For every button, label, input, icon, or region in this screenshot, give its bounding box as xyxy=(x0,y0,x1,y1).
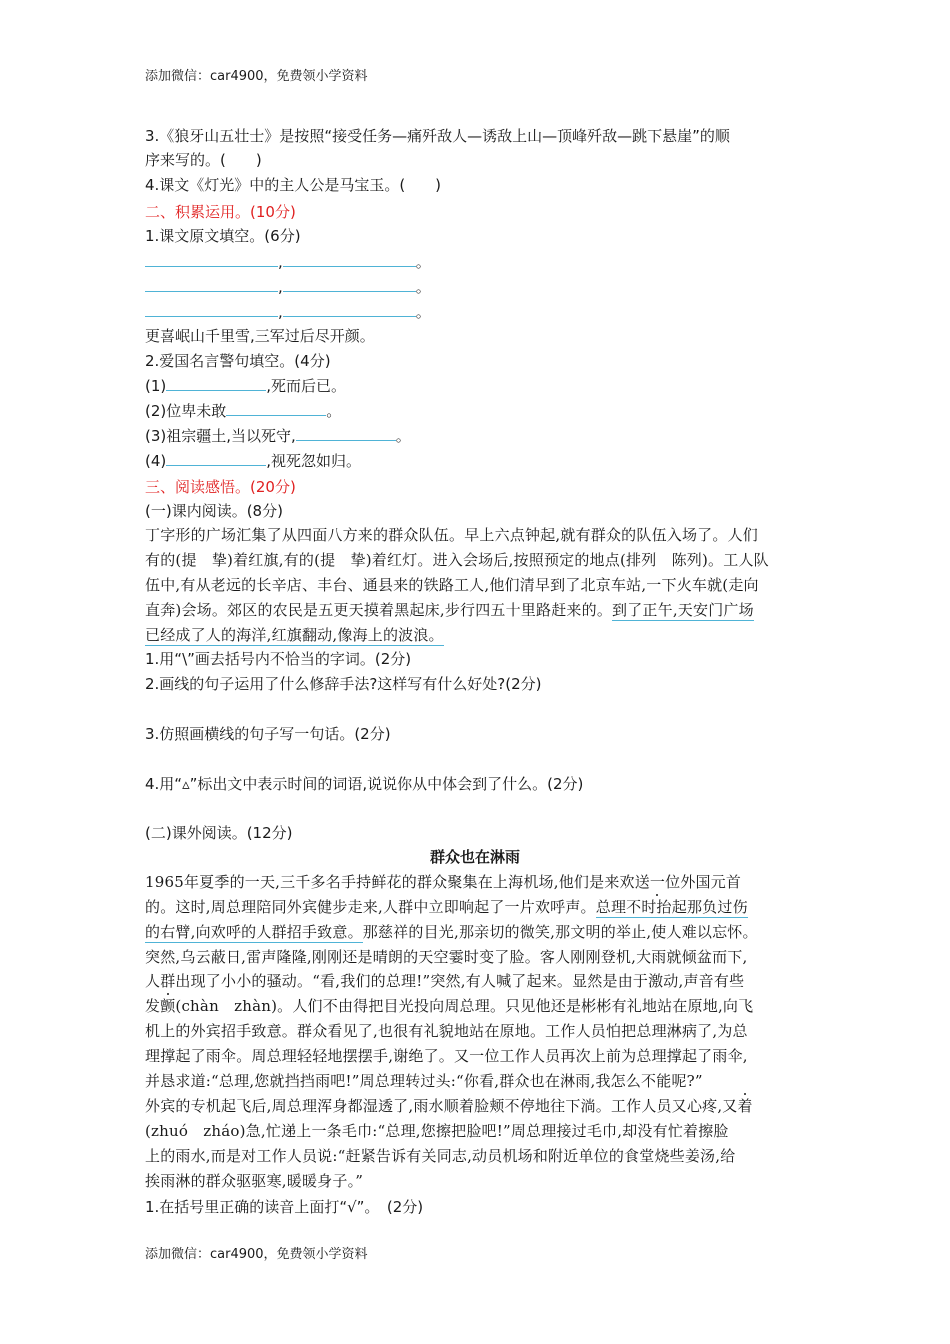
proverb-1-post: ,死而后已。 xyxy=(266,377,347,395)
s3-q1: 1.用“\”画去括号内不恰当的字词。(2分) xyxy=(145,650,412,668)
passage2-line5: 人群出现了小小的骚动。“看,我们的总理!”突然,有人喊了起来。显然是由于激动,声音有些 xyxy=(145,972,745,990)
passage2-line7: 机上的外宾招手致意。群众看见了,也很有礼貌地站在原地。工作人员怕把总理淋病了,为总 xyxy=(145,1022,748,1040)
s2-q1: 1.课文原文填空。(6分) xyxy=(145,227,301,245)
watermark-bottom: 添加微信：car4900，免费领小学资料 xyxy=(145,1247,368,1262)
proverb-4 xyxy=(145,450,361,472)
underlined-text-2: 那负过伤 xyxy=(686,898,748,916)
underlined-sentence-cont: 已经成了人的海洋,红旗翻动,像海上的波浪。 xyxy=(145,626,444,644)
s3-q5: 1.在括号里正确的读音上面打“√”。 (2分) xyxy=(145,1198,424,1216)
fill-blank[interactable] xyxy=(226,400,326,416)
passage1-line2: 有的(提 挚)着红旗,有的(提 挚)着红灯。进入会场后,按照预定的地点(排列 陈列)。工人队 xyxy=(145,551,769,569)
fill-blank[interactable] xyxy=(283,276,416,292)
period: 。 xyxy=(415,253,431,271)
passage2-line12: 上的雨水,而是对工作人员说:“赶紧告诉有关同志,动员机场和附近单位的食堂烧些姜汤,给 xyxy=(145,1147,736,1165)
passage2-line2 xyxy=(145,896,748,918)
fill-row-3 xyxy=(145,301,431,323)
passage2-line3 xyxy=(145,921,758,943)
underlined-text-3: 的右臂,向欢呼的人群招手致意。 xyxy=(145,923,363,941)
passage2-line2-a: 的。这时,周总理陪同外宾健步走来,人群中立即响起了一片欢呼声。 xyxy=(145,898,596,916)
passage1-line1: 丁字形的广场汇集了从四面八方来的群众队伍。早上六点钟起,就有群众的队伍入场了。人们 xyxy=(145,526,758,544)
proverb-1 xyxy=(145,375,346,397)
period: 。 xyxy=(415,278,431,296)
fill-blank[interactable] xyxy=(145,301,278,317)
fill-row-1 xyxy=(145,251,431,273)
dotted-char-chan: 颤 xyxy=(160,997,176,1015)
passage2-line3-b: 那慈祥的目光,那亲切的微笑,那文明的举止,使人难以忘怀。 xyxy=(362,923,758,941)
section3-heading: 三、阅读感悟。(20分) xyxy=(145,478,296,496)
period: 。 xyxy=(415,303,431,321)
fill-blank[interactable] xyxy=(283,301,416,317)
judge-q4: 4.课文《灯光》中的主人公是马宝玉。( ) xyxy=(145,176,442,194)
s3-q4: 4.用“▵”标出文中表示时间的词语,说说你从中体会到了什么。(2分) xyxy=(145,775,584,793)
passage2-title: 群众也在淋雨 xyxy=(429,848,520,866)
passage2-line8: 理撑起了雨伞。周总理轻轻地摆摆手,谢绝了。又一位工作人员再次上前为总理撑起了雨伞, xyxy=(145,1047,748,1065)
underlined-text xyxy=(596,898,748,918)
comma: , xyxy=(278,303,283,321)
s3-part1: (一)课内阅读。(8分) xyxy=(145,502,283,520)
proverb-2-post: 。 xyxy=(326,402,342,420)
underlined-sentence: 到了正午,天安门广场 xyxy=(612,601,754,619)
passage2-line10-a: 外宾的专机起飞后,周总理浑身都湿透了,雨水顺着脸颊不停地往下淌。工作人员又心疼,又 xyxy=(145,1097,738,1115)
proverb-4-post: ,视死忽如归。 xyxy=(266,452,362,470)
passage1-line4 xyxy=(145,599,754,621)
s3-q3: 3.仿照画横线的句子写一句话。(2分) xyxy=(145,725,391,743)
s2-q2: 2.爱国名言警句填空。(4分) xyxy=(145,352,331,370)
fill-blank[interactable] xyxy=(296,425,396,441)
passage1-line5 xyxy=(145,624,444,646)
passage2-line4: 突然,乌云蔽日,雷声隆隆,刚刚还是晴朗的天空霎时变了脸。客人刚刚登机,大雨就倾盆而下, xyxy=(145,948,748,966)
proverb-3 xyxy=(145,425,411,447)
section2-heading: 二、积累运用。(10分) xyxy=(145,203,296,221)
judge-q3-line2: 序来写的。( ) xyxy=(145,151,262,169)
fill-blank[interactable] xyxy=(145,251,278,267)
proverb-4-pre: (4) xyxy=(145,452,167,470)
passage1-line3: 伍中,有从老远的长辛店、丰台、通县来的铁路工人,他们清早到了北京车站,一下火车就(走向 xyxy=(145,576,759,594)
proverb-3-pre: (3)祖宗疆土,当以死守, xyxy=(145,427,296,445)
underlined-text-1: 总理 xyxy=(595,898,627,916)
fill-row-2 xyxy=(145,276,431,298)
fill-blank[interactable] xyxy=(166,375,266,391)
passage2-line9: 并恳求道:“总理,您就挡挡雨吧!”周总理转过头:“你看,群众也在淋雨,我怎么不能呢?” xyxy=(145,1072,703,1090)
proverb-2 xyxy=(145,400,341,422)
watermark-top: 添加微信：car4900，免费领小学资料 xyxy=(145,69,368,84)
dotted-char-zhuo: 着 xyxy=(737,1097,753,1115)
passage2-line1: 1965年夏季的一天,三千多名手持鲜花的群众聚集在上海机场,他们是来欢送一位外国元首 xyxy=(145,873,742,891)
passage2-line13: 挨雨淋的群众驱驱寒,暖暖身子。” xyxy=(145,1172,364,1190)
s2-q1-end: 更喜岷山千里雪,三军过后尽开颜。 xyxy=(145,327,375,345)
fill-blank[interactable] xyxy=(166,450,266,466)
comma: , xyxy=(278,253,283,271)
fill-blank[interactable] xyxy=(145,276,278,292)
dotted-words: 不时抬起 xyxy=(626,898,687,916)
judge-q3-line1: 3.《狼牙山五壮士》是按照“接受任务—痛歼敌人—诱敌上山—顶峰歼敌—跳下悬崖”的顺 xyxy=(145,127,730,145)
passage2-line6-a: 发 xyxy=(145,997,161,1015)
comma: , xyxy=(278,278,283,296)
passage2-line6 xyxy=(145,995,753,1017)
s3-part2: (二)课外阅读。(12分) xyxy=(145,824,293,842)
s3-q2: 2.画线的句子运用了什么修辞手法?这样写有什么好处?(2分) xyxy=(145,675,542,693)
passage2-line6-c: (chàn zhàn)。人们不由得把目光投向周总理。只见他还是彬彬有礼地站在原地,向飞 xyxy=(175,997,754,1015)
passage2-line11: (zhuó zháo)急,忙递上一条毛巾:“总理,您擦把脸吧!”周总理接过毛巾,却没有忙着擦脸 xyxy=(145,1122,729,1140)
passage2-line10 xyxy=(145,1095,753,1117)
proverb-3-post: 。 xyxy=(395,427,411,445)
proverb-1-pre: (1) xyxy=(145,377,167,395)
passage1-line4-a: 直奔)会场。郊区的农民是五更天摸着黑起床,步行四五十里路赶来的。 xyxy=(145,601,613,619)
proverb-2-pre: (2)位卑未敢 xyxy=(145,402,227,420)
fill-blank[interactable] xyxy=(283,251,416,267)
